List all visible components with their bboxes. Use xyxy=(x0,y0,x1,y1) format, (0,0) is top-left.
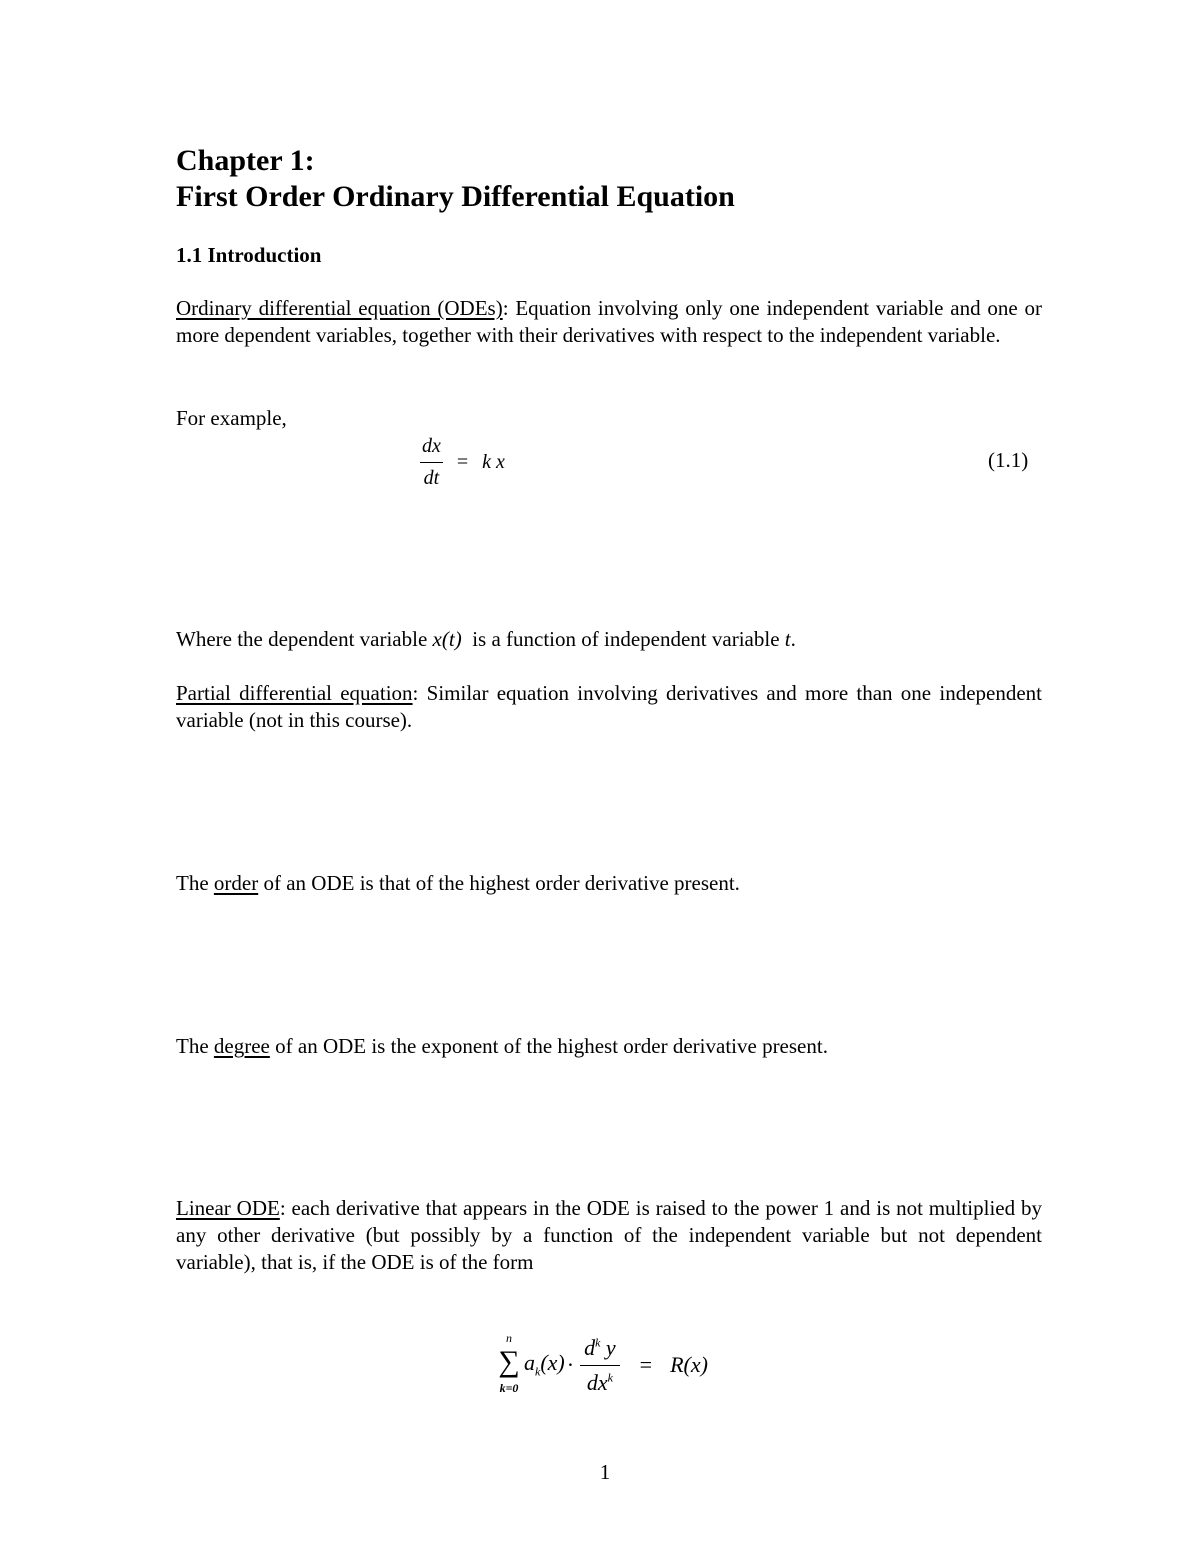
numerator-power: k xyxy=(595,1335,601,1350)
fraction-numerator: dx xyxy=(420,435,443,463)
page-number: 1 xyxy=(599,1460,611,1484)
sigma-glyph: ∑ xyxy=(498,1345,520,1378)
order-term: order xyxy=(213,871,259,895)
numerator-d: d xyxy=(584,1334,596,1360)
example-intro: For example, xyxy=(176,406,287,430)
equals-sign: = xyxy=(456,450,469,473)
denominator-power: k xyxy=(607,1370,613,1385)
equation-rhs: k x xyxy=(482,450,505,473)
degree-text-2: of an ODE is the exponent of the highest order derivative present. xyxy=(269,1034,828,1058)
linear-ode-definition-text: : each derivative that appears in the ODE is raised to the power 1 and is not multiplied by any other derivative (but possibly by a function of the independent variable but not dependent variable), that is, if the ODE is of the form xyxy=(176,1196,1042,1274)
coefficient-argument: (x) xyxy=(540,1350,565,1376)
denominator-dx: dx xyxy=(586,1369,608,1395)
linear-ode-term: Linear ODE xyxy=(176,1196,280,1220)
independent-variable: t xyxy=(784,627,791,651)
kth-derivative-fraction xyxy=(580,1335,620,1396)
summation-symbol xyxy=(496,1333,522,1397)
pde-term: Partial differential equation xyxy=(176,681,413,705)
numerator-variable: y xyxy=(600,1334,616,1360)
section-heading: 1.1 Introduction xyxy=(176,243,322,267)
equation-number: (1.1) xyxy=(988,448,1029,472)
pde-definition xyxy=(176,680,1042,734)
ode-definition-text: : Equation involving only one independent variable and one or more dependent variables, together with their derivatives with respect to the independent variable. xyxy=(176,296,1042,347)
where-text-1: Where the dependent variable xyxy=(176,627,433,651)
kth-derivative-numerator xyxy=(580,1335,620,1366)
order-text-2: of an ODE is that of the highest order derivative present. xyxy=(258,871,740,895)
equation-1-1 xyxy=(420,432,505,492)
equals-sign: = xyxy=(639,1352,653,1377)
linear-ode-definition xyxy=(176,1195,1042,1276)
chapter-title: First Order Ordinary Differential Equation xyxy=(176,180,735,213)
summation-upper-limit: n xyxy=(506,1331,512,1345)
chapter-number: Chapter 1: xyxy=(176,144,315,177)
coefficient-subscript: k xyxy=(535,1364,541,1379)
order-definition xyxy=(176,870,1042,897)
multiplication-dot: · xyxy=(566,1352,575,1377)
where-text-3: . xyxy=(790,627,796,651)
order-text-1: The xyxy=(176,871,214,895)
ode-definition xyxy=(176,295,1042,349)
degree-definition xyxy=(176,1033,1042,1060)
right-hand-side: R(x) xyxy=(670,1352,708,1377)
derivative-fraction xyxy=(420,435,443,490)
degree-term: degree xyxy=(213,1034,270,1058)
fraction-denominator: dt xyxy=(423,466,440,489)
pde-definition-text: : Similar equation involving derivatives and more than one independent variable (not in this course). xyxy=(176,681,1043,732)
dependent-variable: x(t) xyxy=(432,627,462,651)
where-text-2: is a function of independent variable xyxy=(461,627,785,651)
degree-text-1: The xyxy=(176,1034,214,1058)
ode-term: Ordinary differential equation (ODEs) xyxy=(176,296,503,320)
where-statement xyxy=(176,626,1042,653)
coefficient-term xyxy=(524,1350,565,1379)
linear-ode-general-form xyxy=(496,1333,708,1397)
summation-lower-limit: k=0 xyxy=(499,1381,519,1395)
kth-derivative-denominator xyxy=(580,1366,620,1396)
coefficient: a xyxy=(524,1350,535,1376)
